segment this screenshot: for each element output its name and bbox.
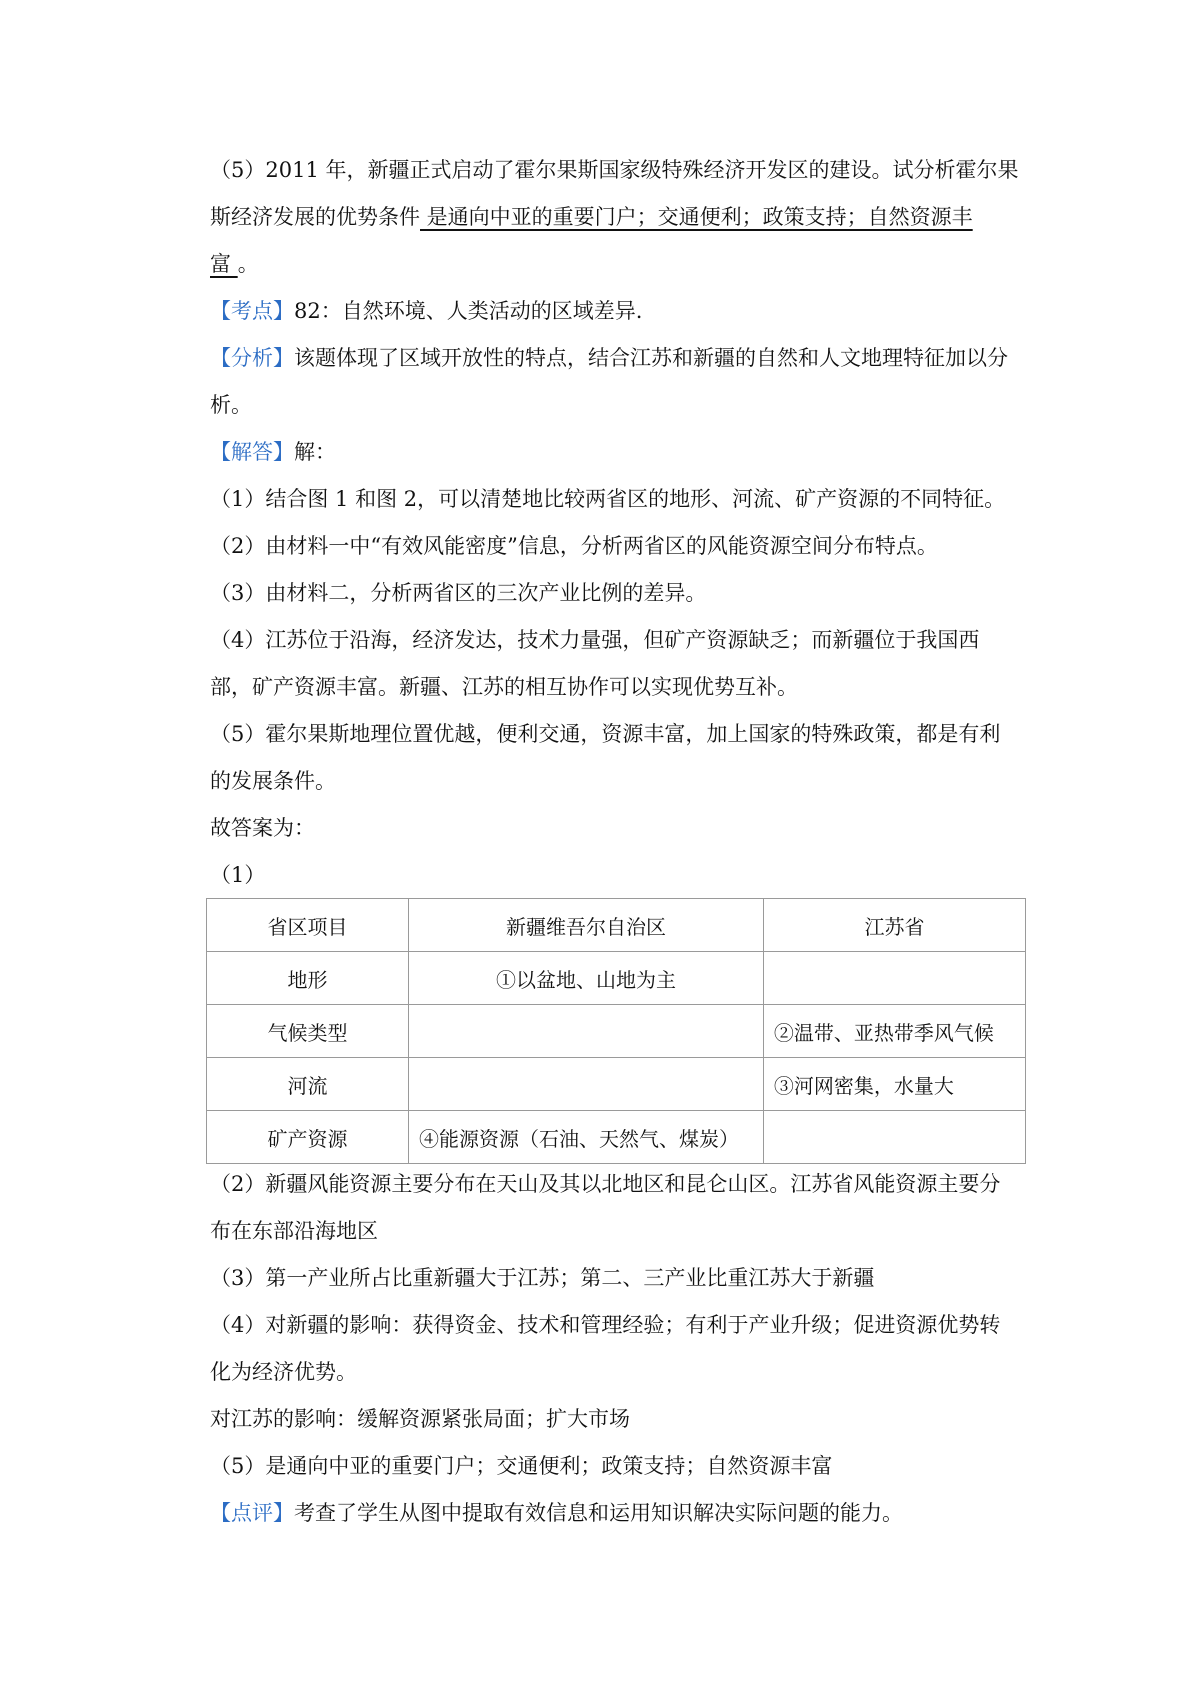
table-cell	[763, 1111, 1025, 1164]
table-header-row	[207, 899, 1026, 952]
table-row	[207, 1058, 1026, 1111]
solution-3: （3）由材料二，分析两省区的三次产业比例的差异。	[210, 581, 707, 605]
solution-5b: 的发展条件。	[210, 769, 336, 793]
comparison-table	[206, 898, 1026, 1164]
table-cell: 河流	[207, 1058, 409, 1111]
table-cell: ②温带、亚热带季风气候	[763, 1005, 1025, 1058]
jieda-tag: 【解答】	[210, 440, 294, 464]
table-row	[207, 1005, 1026, 1058]
solution-4a: （4）江苏位于沿海，经济发达，技术力量强，但矿产资源缺乏；而新疆位于我国西	[210, 628, 980, 652]
fenxi-line-1	[210, 344, 1030, 372]
q5-line-3-suffix: 。	[237, 252, 259, 276]
q5-line-1: （5）2011 年，新疆正式启动了霍尔果斯国家级特殊经济开发区的建设。试分析霍尔果	[210, 158, 1019, 182]
table-header-cell: 新疆维吾尔自治区	[409, 899, 764, 952]
table-cell	[409, 1005, 764, 1058]
kaodian-line	[210, 297, 1030, 325]
q5-answer-part-1: 是通向中亚的重要门户；交通便利；政策支持；自然资源丰	[420, 205, 973, 229]
answer-2b: 布在东部沿海地区	[210, 1219, 378, 1243]
jieda-text: 解：	[294, 440, 336, 464]
fenxi-text-1: 该题体现了区域开放性的特点，结合江苏和新疆的自然和人文地理特征加以分	[294, 346, 1008, 370]
kaodian-tag: 【考点】	[210, 299, 294, 323]
answer-4c: 对江苏的影响：缓解资源紧张局面；扩大市场	[210, 1407, 630, 1431]
q5-answer-part-2: 富	[210, 252, 238, 276]
answer-2a: （2）新疆风能资源主要分布在天山及其以北地区和昆仑山区。江苏省风能资源主要分	[210, 1172, 1001, 1196]
table-header-cell: 江苏省	[763, 899, 1025, 952]
dianping-text: 考查了学生从图中提取有效信息和运用知识解决实际问题的能力。	[294, 1501, 903, 1525]
table-cell: ③河网密集，水量大	[763, 1058, 1025, 1111]
table-row	[207, 1111, 1026, 1164]
kaodian-text: 82：自然环境、人类活动的区域差异.	[294, 299, 643, 323]
jieda-line	[210, 438, 1030, 466]
answer-5: （5）是通向中亚的重要门户；交通便利；政策支持；自然资源丰富	[210, 1454, 833, 1478]
dianping-tag: 【点评】	[210, 1501, 294, 1525]
answer-4a: （4）对新疆的影响：获得资金、技术和管理经验；有利于产业升级；促进资源优势转	[210, 1313, 1001, 1337]
table-cell: ①以盆地、山地为主	[409, 952, 764, 1005]
table-header-cell: 省区项目	[207, 899, 409, 952]
answer-4b: 化为经济优势。	[210, 1360, 357, 1384]
q5-line-2-prefix: 斯经济发展的优势条件	[210, 205, 420, 229]
table-cell: 气候类型	[207, 1005, 409, 1058]
fenxi-line-2: 析。	[210, 393, 252, 417]
answer-3: （3）第一产业所占比重新疆大于江苏；第二、三产业比重江苏大于新疆	[210, 1266, 875, 1290]
solution-4b: 部，矿产资源丰富。新疆、江苏的相互协作可以实现优势互补。	[210, 675, 798, 699]
table-cell	[763, 952, 1025, 1005]
solution-2: （2）由材料一中“有效风能密度”信息，分析两省区的风能资源空间分布特点。	[210, 534, 938, 558]
q5-line-3	[210, 250, 1030, 278]
answer-1-label: （1）	[210, 863, 266, 887]
table-cell: 地形	[207, 952, 409, 1005]
dianping-line	[210, 1499, 1030, 1527]
solution-5a: （5）霍尔果斯地理位置优越，便利交通，资源丰富，加上国家的特殊政策，都是有利	[210, 722, 1001, 746]
table-cell	[409, 1058, 764, 1111]
table-cell: ④能源资源（石油、天然气、煤炭）	[409, 1111, 764, 1164]
q5-line-2	[210, 203, 1030, 231]
solution-1: （1）结合图 1 和图 2，可以清楚地比较两省区的地形、河流、矿产资源的不同特征。	[210, 487, 1006, 511]
table-row	[207, 952, 1026, 1005]
table-cell: 矿产资源	[207, 1111, 409, 1164]
fenxi-tag: 【分析】	[210, 346, 294, 370]
answer-intro: 故答案为：	[210, 816, 315, 840]
